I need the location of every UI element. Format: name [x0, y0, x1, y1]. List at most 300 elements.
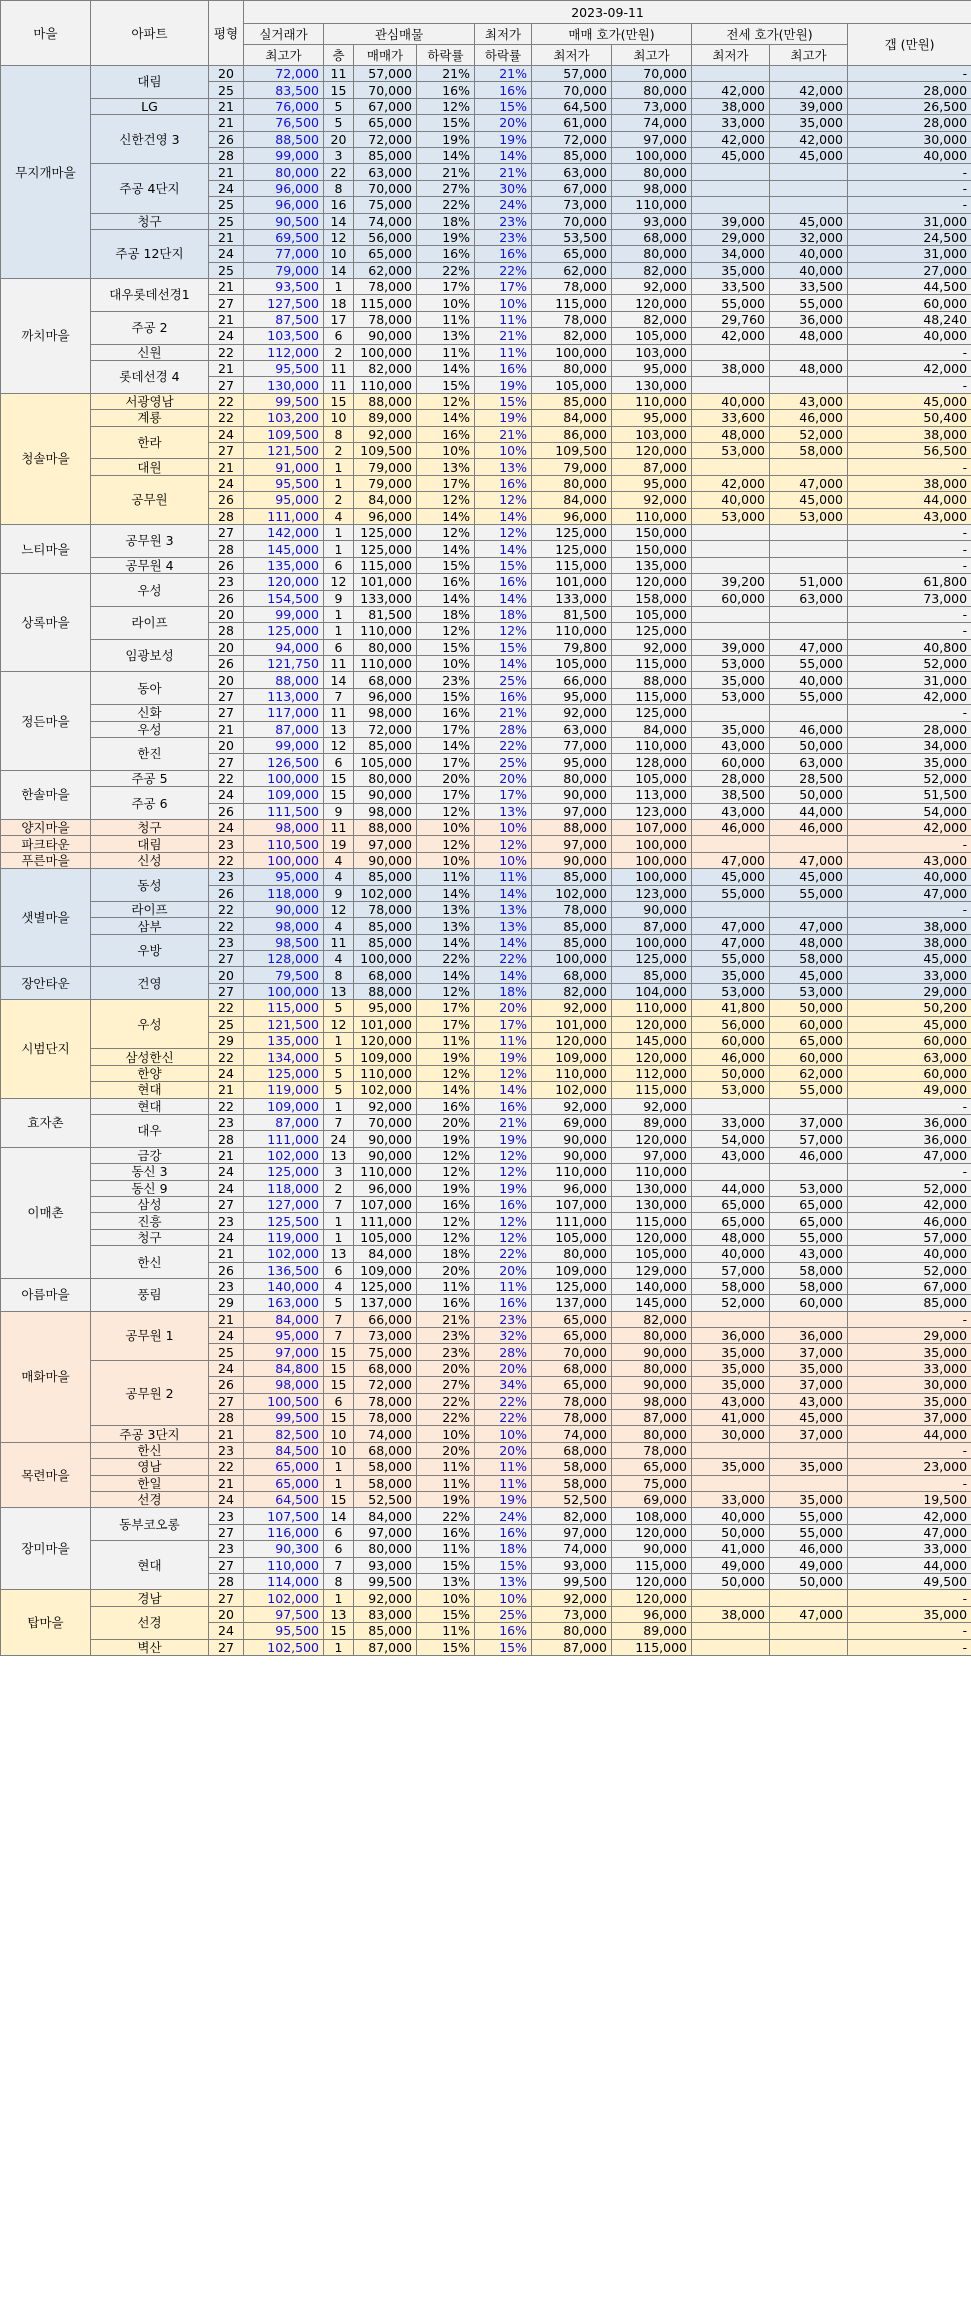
pyeong-cell: 26 — [209, 1262, 244, 1278]
lowest-drop-cell: 14% — [475, 1082, 532, 1098]
lowest-drop-cell: 12% — [475, 623, 532, 639]
pyeong-cell: 24 — [209, 1164, 244, 1180]
interest-drop-cell: 15% — [417, 688, 475, 704]
interest-drop-cell: 27% — [417, 180, 475, 196]
interest-price-cell: 125,000 — [354, 524, 417, 540]
sale-max-cell: 120,000 — [612, 1229, 692, 1245]
interest-drop-cell: 12% — [417, 98, 475, 114]
gap-cell: 35,000 — [848, 1393, 971, 1409]
table-row — [1, 836, 971, 852]
jeonse-max-cell: 46,000 — [770, 1147, 848, 1163]
lowest-drop-cell: 34% — [475, 1377, 532, 1393]
actual-price-cell: 121,750 — [244, 656, 324, 672]
jeonse-max-cell: 45,000 — [770, 1410, 848, 1426]
jeonse-min-cell — [692, 197, 770, 213]
lowest-drop-cell: 10% — [475, 1426, 532, 1442]
gap-cell: 45,000 — [848, 951, 971, 967]
interest-price-cell: 65,000 — [354, 246, 417, 262]
jeonse-min-cell: 43,000 — [692, 1147, 770, 1163]
sale-max-cell: 82,000 — [612, 262, 692, 278]
jeonse-max-cell: 50,000 — [770, 1573, 848, 1589]
table-row — [1, 1360, 971, 1376]
interest-drop-cell: 15% — [417, 1606, 475, 1622]
floor-cell: 1 — [324, 1590, 354, 1606]
jeonse-min-cell: 39,200 — [692, 574, 770, 590]
floor-cell: 14 — [324, 262, 354, 278]
sale-min-cell: 68,000 — [532, 967, 612, 983]
floor-cell: 5 — [324, 1049, 354, 1065]
sale-min-cell: 80,000 — [532, 770, 612, 786]
pyeong-cell: 25 — [209, 1016, 244, 1032]
sale-min-cell: 80,000 — [532, 1623, 612, 1639]
pyeong-cell: 28 — [209, 1131, 244, 1147]
sale-min-cell: 115,000 — [532, 557, 612, 573]
sale-max-cell: 92,000 — [612, 279, 692, 295]
jeonse-max-cell: 60,000 — [770, 1049, 848, 1065]
sale-max-cell: 120,000 — [612, 1590, 692, 1606]
gap-cell: - — [848, 557, 971, 573]
actual-price-cell: 65,000 — [244, 1459, 324, 1475]
gap-cell: 28,000 — [848, 82, 971, 98]
sale-min-cell: 86,000 — [532, 426, 612, 442]
sale-max-cell: 90,000 — [612, 1344, 692, 1360]
table-body — [1, 66, 971, 1656]
interest-drop-cell: 13% — [417, 1573, 475, 1589]
gap-cell: - — [848, 344, 971, 360]
sale-min-cell: 77,000 — [532, 738, 612, 754]
sale-min-cell: 62,000 — [532, 262, 612, 278]
sale-min-cell: 65,000 — [532, 1328, 612, 1344]
interest-drop-cell: 22% — [417, 1393, 475, 1409]
actual-price-cell: 90,500 — [244, 213, 324, 229]
jeonse-max-cell: 42,000 — [770, 82, 848, 98]
apartment-name: 대우롯데선경1 — [91, 279, 209, 312]
jeonse-max-cell — [770, 1639, 848, 1655]
sale-min-cell: 105,000 — [532, 1229, 612, 1245]
table-row — [1, 1098, 971, 1114]
jeonse-min-cell: 41,000 — [692, 1541, 770, 1557]
pyeong-cell: 24 — [209, 426, 244, 442]
pyeong-cell: 25 — [209, 1344, 244, 1360]
interest-drop-cell: 12% — [417, 492, 475, 508]
interest-drop-cell: 14% — [417, 934, 475, 950]
village-name: 푸른마을 — [1, 852, 91, 868]
interest-price-cell: 115,000 — [354, 557, 417, 573]
pyeong-cell: 21 — [209, 164, 244, 180]
jeonse-min-cell: 40,000 — [692, 1246, 770, 1262]
gap-cell: 28,000 — [848, 115, 971, 131]
lowest-drop-cell: 16% — [475, 475, 532, 491]
header-gap: 갭 (만원) — [848, 24, 971, 66]
pyeong-cell: 27 — [209, 1196, 244, 1212]
jeonse-min-cell: 60,000 — [692, 1033, 770, 1049]
jeonse-min-cell: 46,000 — [692, 819, 770, 835]
interest-price-cell: 63,000 — [354, 164, 417, 180]
gap-cell: 38,000 — [848, 426, 971, 442]
sale-max-cell: 89,000 — [612, 1623, 692, 1639]
jeonse-min-cell: 48,000 — [692, 426, 770, 442]
pyeong-cell: 28 — [209, 1410, 244, 1426]
sale-max-cell: 95,000 — [612, 410, 692, 426]
sale-min-cell: 87,000 — [532, 1639, 612, 1655]
pyeong-cell: 21 — [209, 1426, 244, 1442]
lowest-drop-cell: 19% — [475, 1049, 532, 1065]
jeonse-max-cell: 63,000 — [770, 754, 848, 770]
apartment-name: 대림 — [91, 836, 209, 852]
floor-cell: 15 — [324, 787, 354, 803]
lowest-drop-cell: 16% — [475, 1623, 532, 1639]
apartment-name: 공무원 — [91, 475, 209, 524]
lowest-drop-cell: 22% — [475, 951, 532, 967]
interest-price-cell: 66,000 — [354, 1311, 417, 1327]
interest-price-cell: 133,000 — [354, 590, 417, 606]
village-name: 장미마을 — [1, 1508, 91, 1590]
floor-cell: 3 — [324, 147, 354, 163]
table-row — [1, 672, 971, 688]
gap-cell: 52,000 — [848, 1180, 971, 1196]
actual-price-cell: 99,000 — [244, 147, 324, 163]
jeonse-max-cell: 42,000 — [770, 131, 848, 147]
floor-cell: 8 — [324, 1573, 354, 1589]
jeonse-min-cell: 28,000 — [692, 770, 770, 786]
lowest-drop-cell: 23% — [475, 1311, 532, 1327]
apartment-name: 청구 — [91, 819, 209, 835]
jeonse-max-cell: 58,000 — [770, 442, 848, 458]
actual-price-cell: 121,500 — [244, 442, 324, 458]
apartment-name: 롯데선경 4 — [91, 361, 209, 394]
pyeong-cell: 21 — [209, 279, 244, 295]
sale-min-cell: 110,000 — [532, 1065, 612, 1081]
floor-cell: 6 — [324, 639, 354, 655]
jeonse-min-cell: 38,000 — [692, 361, 770, 377]
gap-cell: 43,000 — [848, 508, 971, 524]
jeonse-max-cell: 37,000 — [770, 1377, 848, 1393]
pyeong-cell: 27 — [209, 295, 244, 311]
table-row — [1, 229, 971, 245]
interest-price-cell: 82,000 — [354, 361, 417, 377]
jeonse-max-cell: 45,000 — [770, 869, 848, 885]
gap-cell: 29,000 — [848, 983, 971, 999]
sale-min-cell: 111,000 — [532, 1213, 612, 1229]
lowest-drop-cell: 25% — [475, 754, 532, 770]
interest-drop-cell: 14% — [417, 967, 475, 983]
actual-price-cell: 98,000 — [244, 819, 324, 835]
floor-cell: 1 — [324, 1459, 354, 1475]
village-name: 샛별마을 — [1, 869, 91, 967]
village-name: 청솔마을 — [1, 393, 91, 524]
apartment-name: 주공 12단지 — [91, 229, 209, 278]
jeonse-max-cell: 47,000 — [770, 1606, 848, 1622]
jeonse-min-cell: 33,000 — [692, 1491, 770, 1507]
sale-min-cell: 84,000 — [532, 492, 612, 508]
table-row — [1, 1491, 971, 1507]
interest-drop-cell: 12% — [417, 1213, 475, 1229]
floor-cell: 7 — [324, 1557, 354, 1573]
floor-cell: 1 — [324, 279, 354, 295]
pyeong-cell: 24 — [209, 328, 244, 344]
table-row — [1, 787, 971, 803]
jeonse-min-cell: 43,000 — [692, 803, 770, 819]
lowest-drop-cell: 21% — [475, 328, 532, 344]
gap-cell: - — [848, 623, 971, 639]
lowest-drop-cell: 22% — [475, 1393, 532, 1409]
actual-price-cell: 121,500 — [244, 1016, 324, 1032]
table-row — [1, 164, 971, 180]
actual-price-cell: 118,000 — [244, 1180, 324, 1196]
apartment-name: 신화 — [91, 705, 209, 721]
sale-min-cell: 85,000 — [532, 869, 612, 885]
lowest-drop-cell: 17% — [475, 279, 532, 295]
sale-min-cell: 61,000 — [532, 115, 612, 131]
sale-min-cell: 109,000 — [532, 1049, 612, 1065]
village-name: 상록마을 — [1, 574, 91, 672]
sale-min-cell: 85,000 — [532, 393, 612, 409]
pyeong-cell: 22 — [209, 901, 244, 917]
pyeong-cell: 24 — [209, 1360, 244, 1376]
actual-price-cell: 102,000 — [244, 1590, 324, 1606]
gap-cell: 45,000 — [848, 1016, 971, 1032]
actual-price-cell: 97,500 — [244, 1606, 324, 1622]
interest-price-cell: 90,000 — [354, 1147, 417, 1163]
lowest-drop-cell: 15% — [475, 1639, 532, 1655]
table-row — [1, 1508, 971, 1524]
lowest-drop-cell: 24% — [475, 1508, 532, 1524]
actual-price-cell: 88,500 — [244, 131, 324, 147]
sale-max-cell: 104,000 — [612, 983, 692, 999]
actual-price-cell: 145,000 — [244, 541, 324, 557]
floor-cell: 2 — [324, 344, 354, 360]
actual-price-cell: 87,000 — [244, 721, 324, 737]
village-name: 탑마을 — [1, 1590, 91, 1656]
lowest-drop-cell: 14% — [475, 885, 532, 901]
village-name: 한솔마을 — [1, 770, 91, 819]
table-row — [1, 967, 971, 983]
floor-cell: 14 — [324, 672, 354, 688]
interest-drop-cell: 18% — [417, 606, 475, 622]
interest-price-cell: 110,000 — [354, 1065, 417, 1081]
sale-max-cell: 145,000 — [612, 1033, 692, 1049]
sale-max-cell: 93,000 — [612, 213, 692, 229]
floor-cell: 7 — [324, 1311, 354, 1327]
table-row — [1, 1590, 971, 1606]
sale-max-cell: 120,000 — [612, 1016, 692, 1032]
floor-cell: 11 — [324, 377, 354, 393]
sale-max-cell: 87,000 — [612, 918, 692, 934]
jeonse-max-cell — [770, 836, 848, 852]
gap-cell: 40,000 — [848, 147, 971, 163]
interest-price-cell: 81,500 — [354, 606, 417, 622]
sale-max-cell: 92,000 — [612, 1098, 692, 1114]
table-row — [1, 1164, 971, 1180]
sale-max-cell: 110,000 — [612, 393, 692, 409]
gap-cell: 33,000 — [848, 967, 971, 983]
gap-cell: 27,000 — [848, 262, 971, 278]
apartment-name: 계룡 — [91, 410, 209, 426]
sale-min-cell: 65,000 — [532, 1377, 612, 1393]
header-interest-drop: 하락률 — [417, 45, 475, 66]
village-name: 아름마을 — [1, 1278, 91, 1311]
jeonse-max-cell: 55,000 — [770, 656, 848, 672]
apartment-name: 대우 — [91, 1115, 209, 1148]
gap-cell: 33,000 — [848, 1541, 971, 1557]
jeonse-max-cell: 45,000 — [770, 147, 848, 163]
village-name: 이매촌 — [1, 1147, 91, 1278]
table-row — [1, 1147, 971, 1163]
floor-cell: 15 — [324, 1344, 354, 1360]
jeonse-min-cell — [692, 164, 770, 180]
pyeong-cell: 26 — [209, 1377, 244, 1393]
apartment-name: 벽산 — [91, 1639, 209, 1655]
floor-cell: 9 — [324, 590, 354, 606]
lowest-drop-cell: 12% — [475, 524, 532, 540]
jeonse-min-cell: 39,000 — [692, 639, 770, 655]
pyeong-cell: 24 — [209, 180, 244, 196]
table-row — [1, 1475, 971, 1491]
apartment-name: 청구 — [91, 213, 209, 229]
lowest-drop-cell: 22% — [475, 262, 532, 278]
jeonse-min-cell: 44,000 — [692, 1180, 770, 1196]
interest-drop-cell: 15% — [417, 557, 475, 573]
interest-price-cell: 85,000 — [354, 918, 417, 934]
floor-cell: 4 — [324, 918, 354, 934]
sale-min-cell: 67,000 — [532, 180, 612, 196]
floor-cell: 15 — [324, 1491, 354, 1507]
header-jeonse-min: 최저가 — [692, 45, 770, 66]
lowest-drop-cell: 20% — [475, 1442, 532, 1458]
table-row — [1, 1541, 971, 1557]
interest-drop-cell: 11% — [417, 1459, 475, 1475]
gap-cell: 35,000 — [848, 1344, 971, 1360]
pyeong-cell: 27 — [209, 442, 244, 458]
sale-min-cell: 125,000 — [532, 1278, 612, 1294]
jeonse-min-cell: 53,000 — [692, 508, 770, 524]
jeonse-max-cell: 47,000 — [770, 639, 848, 655]
gap-cell: 37,000 — [848, 1410, 971, 1426]
actual-price-cell: 115,000 — [244, 1000, 324, 1016]
table-row — [1, 705, 971, 721]
interest-price-cell: 83,000 — [354, 1606, 417, 1622]
interest-price-cell: 56,000 — [354, 229, 417, 245]
sale-min-cell: 57,000 — [532, 66, 612, 82]
pyeong-cell: 24 — [209, 1328, 244, 1344]
jeonse-min-cell: 29,760 — [692, 311, 770, 327]
interest-price-cell: 70,000 — [354, 180, 417, 196]
gap-cell: 52,000 — [848, 1262, 971, 1278]
interest-drop-cell: 14% — [417, 541, 475, 557]
actual-price-cell: 127,500 — [244, 295, 324, 311]
jeonse-max-cell: 46,000 — [770, 1541, 848, 1557]
gap-cell: 40,000 — [848, 1246, 971, 1262]
sale-max-cell: 100,000 — [612, 869, 692, 885]
floor-cell: 5 — [324, 98, 354, 114]
actual-price-cell: 95,500 — [244, 361, 324, 377]
jeonse-min-cell: 34,000 — [692, 246, 770, 262]
gap-cell: - — [848, 1623, 971, 1639]
jeonse-max-cell: 46,000 — [770, 721, 848, 737]
actual-price-cell: 110,000 — [244, 1557, 324, 1573]
apartment-name: 주공 2 — [91, 311, 209, 344]
gap-cell: 40,000 — [848, 328, 971, 344]
jeonse-max-cell: 50,000 — [770, 1000, 848, 1016]
interest-price-cell: 85,000 — [354, 869, 417, 885]
interest-drop-cell: 14% — [417, 508, 475, 524]
interest-price-cell: 102,000 — [354, 885, 417, 901]
pyeong-cell: 21 — [209, 1147, 244, 1163]
actual-price-cell: 109,000 — [244, 787, 324, 803]
header-jeonse-max: 최고가 — [770, 45, 848, 66]
actual-price-cell: 97,000 — [244, 1344, 324, 1360]
interest-drop-cell: 22% — [417, 262, 475, 278]
apartment-name: 진흥 — [91, 1213, 209, 1229]
table-row — [1, 213, 971, 229]
gap-cell: 44,000 — [848, 1426, 971, 1442]
floor-cell: 12 — [324, 229, 354, 245]
sale-min-cell: 133,000 — [532, 590, 612, 606]
lowest-drop-cell: 24% — [475, 197, 532, 213]
apartment-name: 공무원 2 — [91, 1360, 209, 1426]
actual-price-cell: 76,500 — [244, 115, 324, 131]
actual-price-cell: 102,000 — [244, 1246, 324, 1262]
lowest-drop-cell: 12% — [475, 836, 532, 852]
jeonse-max-cell: 37,000 — [770, 1344, 848, 1360]
interest-drop-cell: 18% — [417, 213, 475, 229]
lowest-drop-cell: 14% — [475, 967, 532, 983]
jeonse-max-cell: 53,000 — [770, 1180, 848, 1196]
gap-cell: 60,000 — [848, 1033, 971, 1049]
lowest-drop-cell: 11% — [475, 1278, 532, 1294]
jeonse-max-cell — [770, 623, 848, 639]
sale-min-cell: 93,000 — [532, 1557, 612, 1573]
actual-price-cell: 79,000 — [244, 262, 324, 278]
actual-price-cell: 125,000 — [244, 1164, 324, 1180]
apartment-name: 동신 3 — [91, 1164, 209, 1180]
sale-min-cell: 73,000 — [532, 197, 612, 213]
actual-price-cell: 103,200 — [244, 410, 324, 426]
jeonse-max-cell: 55,000 — [770, 1082, 848, 1098]
lowest-drop-cell: 16% — [475, 1524, 532, 1540]
sale-max-cell: 92,000 — [612, 639, 692, 655]
sale-max-cell: 80,000 — [612, 1426, 692, 1442]
jeonse-min-cell: 55,000 — [692, 951, 770, 967]
lowest-drop-cell: 19% — [475, 131, 532, 147]
interest-price-cell: 109,500 — [354, 442, 417, 458]
floor-cell: 10 — [324, 410, 354, 426]
pyeong-cell: 22 — [209, 1000, 244, 1016]
interest-price-cell: 68,000 — [354, 672, 417, 688]
apartment-name: 삼성 — [91, 1196, 209, 1212]
pyeong-cell: 23 — [209, 1115, 244, 1131]
header-apartment: 아파트 — [91, 1, 209, 66]
lowest-drop-cell: 20% — [475, 1360, 532, 1376]
lowest-drop-cell: 16% — [475, 574, 532, 590]
actual-price-cell: 64,500 — [244, 1491, 324, 1507]
pyeong-cell: 23 — [209, 574, 244, 590]
interest-price-cell: 100,000 — [354, 344, 417, 360]
jeonse-min-cell: 35,000 — [692, 1344, 770, 1360]
actual-price-cell: 113,000 — [244, 688, 324, 704]
jeonse-min-cell: 38,000 — [692, 1606, 770, 1622]
interest-price-cell: 80,000 — [354, 1541, 417, 1557]
actual-price-cell: 107,500 — [244, 1508, 324, 1524]
gap-cell: 40,800 — [848, 639, 971, 655]
gap-cell: - — [848, 180, 971, 196]
sale-min-cell: 84,000 — [532, 410, 612, 426]
lowest-drop-cell: 11% — [475, 311, 532, 327]
jeonse-max-cell: 43,000 — [770, 1246, 848, 1262]
jeonse-max-cell — [770, 541, 848, 557]
sale-max-cell: 120,000 — [612, 574, 692, 590]
lowest-drop-cell: 32% — [475, 1328, 532, 1344]
